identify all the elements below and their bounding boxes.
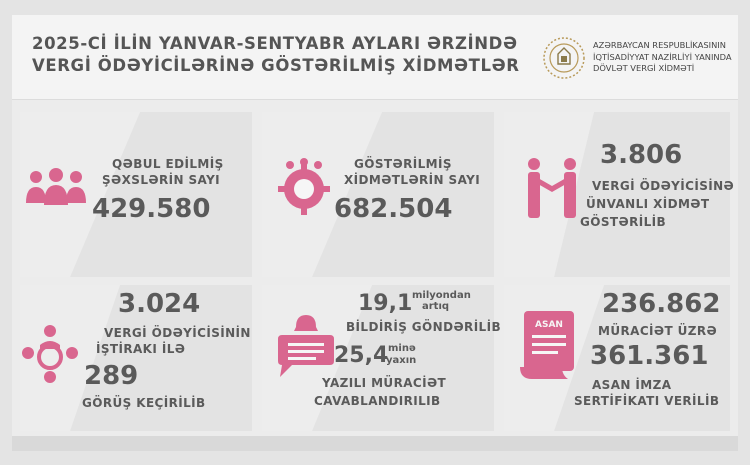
notifications-unit-2b: yaxın — [386, 355, 417, 366]
meetings-label-2: İŞTİRAKI İLƏ — [96, 342, 186, 356]
asan-document-icon — [518, 309, 580, 381]
org-line-1: AZƏRBAYCAN RESPUBLİKASININ — [593, 40, 726, 50]
meetings-value-2: 289 — [84, 361, 139, 391]
header — [12, 15, 738, 100]
received-label-2: ŞƏXSLƏRİN SAYI — [102, 173, 221, 187]
meeting-icon — [20, 323, 80, 387]
card-services-count — [262, 112, 494, 277]
title-line-2: VERGİ ÖDƏYİCİLƏRİNƏ GÖSTƏRİLMİŞ XİDMƏTLƏR — [32, 56, 520, 75]
services-label-1: GÖSTƏRİLMİŞ — [354, 157, 452, 171]
org-line-3: DÖVLƏT VERGİ XİDMƏTİ — [593, 63, 695, 73]
notifications-unit-1a: milyondan — [412, 290, 471, 301]
asan-icon-text: ASAN — [535, 320, 563, 330]
meetings-value-1: 3.024 — [118, 289, 201, 319]
card-notifications — [262, 285, 502, 450]
asan-label-3: SERTİFİKATI VERİLİB — [574, 394, 720, 408]
asan-value-2: 361.361 — [590, 341, 709, 371]
card-targeted-services — [504, 112, 736, 277]
targeted-label-3: GÖSTƏRİLİB — [580, 215, 667, 229]
services-label-2: XİDMƏTLƏRİN SAYI — [344, 173, 481, 187]
handshake-icon — [522, 156, 582, 220]
card-asan-signature — [504, 285, 736, 450]
notification-chat-icon — [274, 313, 338, 381]
page-title — [32, 33, 520, 77]
targeted-label-2: ÜNVANLI XİDMƏT — [586, 197, 710, 211]
notifications-unit-1b: artıq — [422, 301, 450, 312]
notifications-value-1: 19,1 — [358, 291, 413, 316]
people-group-icon — [24, 167, 88, 211]
asan-label-1: MÜRACİƏT ÜZRƏ — [598, 324, 718, 338]
services-value: 682.504 — [334, 194, 453, 224]
meetings-label-3: GÖRÜŞ KEÇİRİLİB — [82, 396, 206, 410]
received-value: 429.580 — [92, 194, 211, 224]
notifications-unit-2a: minə — [388, 343, 416, 354]
card-meetings — [20, 285, 252, 450]
bottom-strip — [12, 436, 738, 451]
asan-label-2: ASAN İMZA — [592, 378, 672, 392]
organization-name — [593, 40, 732, 75]
notifications-value-2: 25,4 — [334, 343, 389, 368]
notifications-label-3: CAVABLANDIRILIB — [314, 394, 441, 408]
notifications-label-2: YAZILI MÜRACİƏT — [322, 376, 447, 390]
org-line-2: İQTİSADİYYAT NAZİRLİYİ YANINDA — [593, 51, 732, 62]
received-label-1: QƏBUL EDİLMİŞ — [112, 157, 224, 171]
targeted-value: 3.806 — [600, 140, 683, 170]
card-received-persons — [20, 112, 252, 277]
meetings-label-1: VERGİ ÖDƏYİCİSİNİN — [104, 326, 251, 340]
title-line-1: 2025-Cİ İLİN YANVAR-SENTYABR AYLARI ƏRZİNDƏ — [32, 34, 518, 53]
notifications-label-1: BİLDİRİŞ GÖNDƏRİLİB — [346, 320, 502, 334]
service-gear-icon — [272, 157, 336, 215]
tax-service-emblem-icon — [542, 36, 586, 80]
targeted-label-1: VERGİ ÖDƏYİCİSİNƏ — [592, 179, 735, 193]
asan-value-1: 236.862 — [602, 289, 721, 319]
